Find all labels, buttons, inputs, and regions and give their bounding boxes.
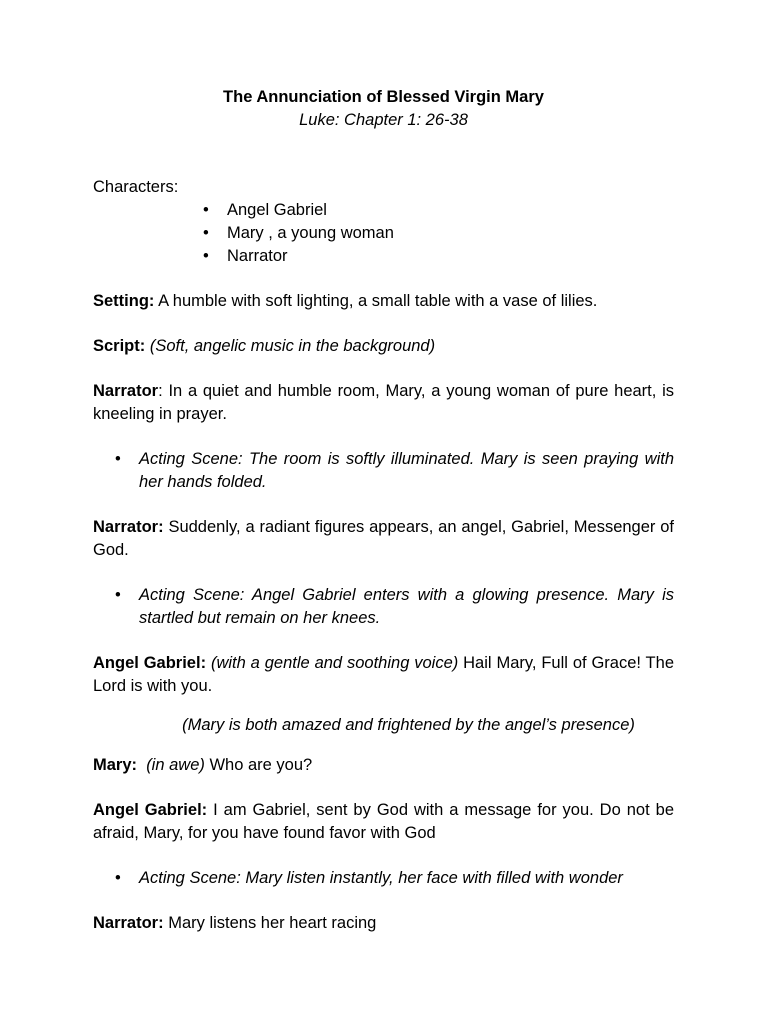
acting-scene-text: Acting Scene: Mary listen instantly, her face with filled with wonder bbox=[139, 869, 623, 887]
script-paragraph bbox=[93, 335, 674, 358]
characters-label: Characters: bbox=[93, 178, 179, 196]
gabriel-paragraph-2 bbox=[93, 799, 674, 845]
dialogue-text: I am Gabriel, sent by God with a message for you. Do not be afraid, Mary, for you have found favor with God bbox=[93, 801, 674, 842]
dialogue-text: Suddenly, a radiant figures appears, an angel, Gabriel, Messenger of God. bbox=[93, 518, 674, 559]
document-title: The Annunciation of Blessed Virgin Mary bbox=[223, 88, 544, 106]
setting-paragraph bbox=[93, 290, 674, 313]
character-name: Mary , a young woman bbox=[227, 224, 394, 242]
bullet-icon: • bbox=[203, 201, 209, 219]
stage-direction: (Mary is both amazed and frightened by the angel’s presence) bbox=[182, 716, 635, 734]
speaker-label: Narrator: bbox=[93, 914, 164, 932]
setting-label: Setting: bbox=[93, 292, 155, 310]
narrator-paragraph-1 bbox=[93, 380, 674, 426]
acting-scene-1 bbox=[93, 448, 674, 494]
bullet-icon: • bbox=[203, 247, 209, 265]
script-label: Script: bbox=[93, 337, 146, 355]
list-item bbox=[203, 245, 674, 268]
acting-scene-2 bbox=[93, 584, 674, 630]
dialogue-text: : In a quiet and humble room, Mary, a young woman of pure heart, is kneeling in prayer. bbox=[93, 382, 674, 423]
bullet-icon: • bbox=[115, 586, 121, 604]
list-item bbox=[203, 199, 674, 222]
speaker-label: Narrator bbox=[93, 382, 159, 400]
acting-scene-text: Acting Scene: The room is softly illuminated. Mary is seen praying with her hands folded. bbox=[139, 450, 674, 491]
acting-scene-text: Acting Scene: Angel Gabriel enters with a glowing presence. Mary is startled but remain on her knees. bbox=[139, 586, 674, 627]
narrator-paragraph-3 bbox=[93, 912, 674, 935]
script-direction: (Soft, angelic music in the background) bbox=[149, 337, 436, 355]
bullet-icon: • bbox=[203, 224, 209, 242]
acting-scene-3 bbox=[93, 867, 674, 890]
speaker-label: Angel Gabriel: bbox=[93, 654, 207, 672]
bullet-icon: • bbox=[115, 869, 121, 887]
bullet-icon: • bbox=[115, 450, 121, 468]
setting-text: A humble with soft lighting, a small table with a vase of lilies. bbox=[154, 292, 598, 310]
characters-list bbox=[93, 199, 674, 268]
dialogue-text: Who are you? bbox=[204, 756, 313, 774]
speaker-direction: (in awe) bbox=[146, 756, 205, 774]
character-name: Angel Gabriel bbox=[227, 201, 327, 219]
character-name: Narrator bbox=[227, 247, 288, 265]
speaker-label: Narrator: bbox=[93, 518, 164, 536]
gabriel-paragraph-1 bbox=[93, 652, 674, 698]
document-subtitle: Luke: Chapter 1: 26-38 bbox=[299, 111, 468, 129]
dialogue-text: Hail Mary, Full of Grace! The Lord is with you. bbox=[93, 654, 674, 695]
document-page bbox=[93, 86, 674, 957]
speaker-direction: (with a gentle and soothing voice) bbox=[210, 654, 459, 672]
speaker-label: Mary: bbox=[93, 756, 138, 774]
narrator-paragraph-2 bbox=[93, 516, 674, 562]
mary-paragraph-1 bbox=[93, 754, 674, 777]
dialogue-text: Mary listens her heart racing bbox=[163, 914, 377, 932]
speaker-label: Angel Gabriel: bbox=[93, 801, 208, 819]
list-item bbox=[203, 222, 674, 245]
